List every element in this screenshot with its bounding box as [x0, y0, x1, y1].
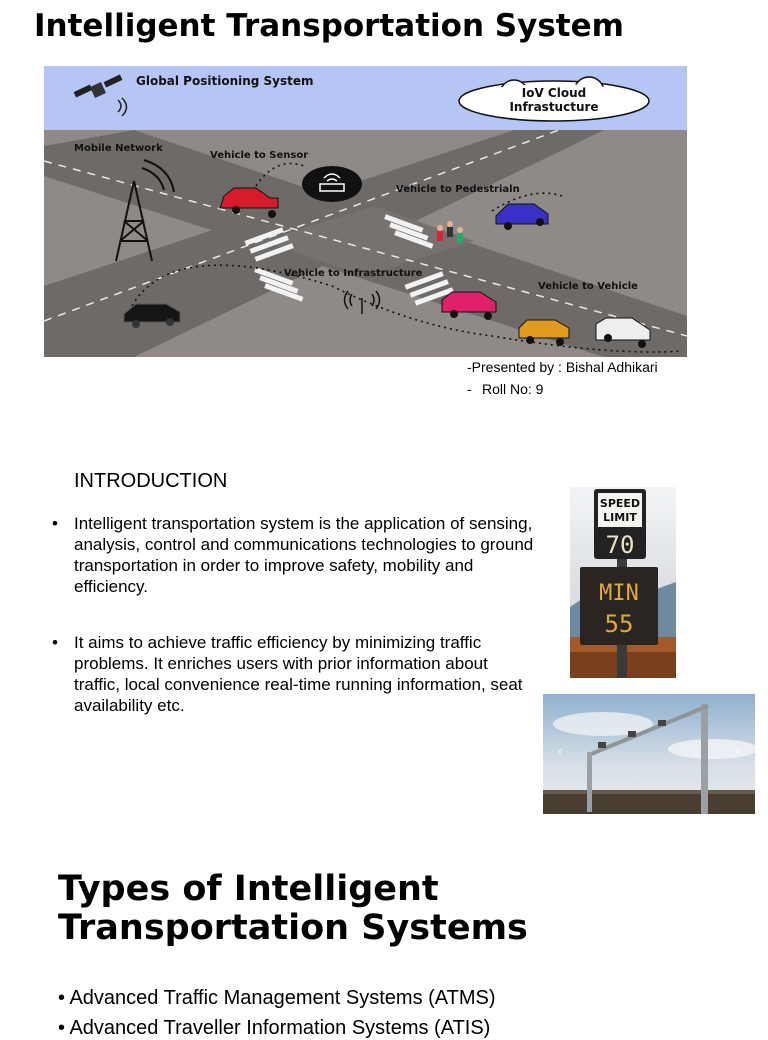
- page-title: Intelligent Transportation System: [34, 8, 624, 44]
- intro-bullet: [52, 632, 536, 722]
- label-gps: Global Positioning System: [136, 74, 314, 88]
- sign-speed-line2: LIMIT: [603, 511, 637, 524]
- label-v2v: Vehicle to Vehicle: [538, 281, 638, 292]
- sign-speed-value: 70: [605, 531, 635, 559]
- label-v2s: Vehicle to Sensor: [210, 150, 309, 161]
- presented-by: -Presented by : Bishal Adhikari: [467, 359, 658, 375]
- gantry-photo: [543, 694, 755, 814]
- intro-heading: INTRODUCTION: [74, 470, 228, 492]
- types-list-item: • Advanced Traveller Information Systems (ATIS): [58, 1017, 491, 1039]
- its-illustration: [44, 66, 687, 357]
- roll-number: Roll No: 9: [482, 381, 544, 397]
- label-v2p: Vehicle to Pedestrialn: [396, 184, 520, 195]
- types-heading: Types of Intelligent Transportation Systems: [58, 869, 528, 948]
- label-cloud-1: IoV Cloud: [521, 86, 587, 100]
- sensor-icon: [302, 166, 362, 202]
- prev-arrow-icon: ‹: [557, 744, 563, 760]
- speed-sign-photo: [570, 487, 676, 678]
- intro-bullet: [52, 513, 536, 603]
- bullet-marker: •: [52, 633, 58, 652]
- bullet-marker: •: [52, 514, 58, 533]
- next-arrow-icon: ›: [735, 744, 741, 760]
- sign-min-label: MIN: [599, 581, 639, 606]
- types-list-item: • Advanced Traffic Management Systems (ATMS): [58, 987, 496, 1009]
- label-cloud-2: Infrastucture: [509, 100, 599, 114]
- bullet-text: It aims to achieve traffic efficiency by minimizing traffic problems. It enriches users with prior information about traffic, local convenience real-time running information, seat availability etc.: [74, 633, 523, 715]
- roll-dash: -: [467, 381, 472, 397]
- label-mobile-network: Mobile Network: [74, 143, 163, 154]
- sign-speed-line1: SPEED: [599, 497, 641, 510]
- label-v2i: Vehicle to Infrastructure: [284, 268, 423, 279]
- bullet-text: Intelligent transportation system is the application of sensing, analysis, control and communications technologies to ground transportation in order to improve safety, mobility and efficiency.: [74, 514, 534, 596]
- sign-min-value: 55: [604, 610, 634, 638]
